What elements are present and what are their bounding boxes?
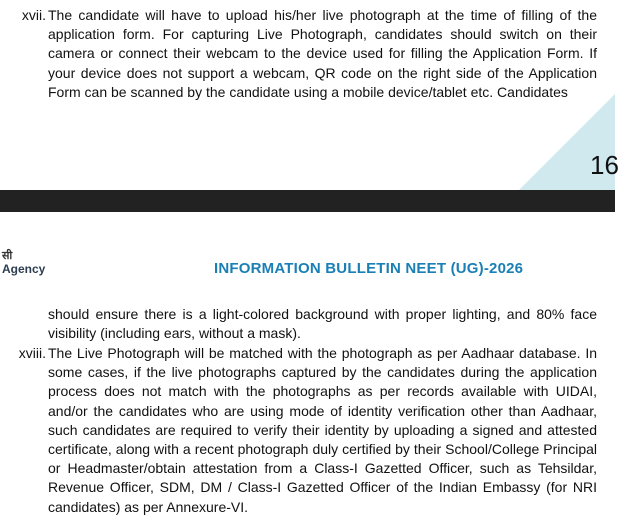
item-text-xvii: The candidate will have to upload his/her live photograph at the time of filling of the application form. For capturing Live Photograph, candidates should switch on their camera or connect their webcam to the device used for filling the Application Form. If your device does not support a webcam, QR code on the right side of the Application Form can be scanned by the candidate using a mobile device/tablet etc. Candidates bbox=[48, 7, 597, 100]
page-number: 16 bbox=[590, 150, 619, 180]
item-text-xviii: The Live Photograph will be matched with the photograph as per Aadhaar database. In some cases, if the live photographs captured by the candidates during the application process does not match with the photographs as per records available with UIDAI, and/or the candidates who are using mode of identity verification other than Aadhaar, such candidates are required to verify their identity by uploading a signed and attested certificate, along with a recent photograph duly certified by their School/College Principal or Headmaster/obtain attestation from a Class-I Gazetted Officer, such as Tehsildar, Revenue Officer, SDM, DM / Class-I Gazetted Officer of the Indian Embassy (for NRI candidates) as per Annexure-VI. bbox=[48, 345, 597, 515]
page-separator bbox=[0, 190, 615, 212]
document-page-top bbox=[0, 0, 619, 190]
continued-text: should ensure there is a light-colored background with proper lighting, and 80% face visibility (including ears, without a mask). bbox=[48, 306, 597, 342]
agency-logo-text: सी bbox=[2, 250, 13, 262]
bulletin-title: INFORMATION BULLETIN NEET (UG)-2026 bbox=[214, 260, 524, 277]
item-number-xvii: xvii. bbox=[21, 7, 46, 23]
agency-label: Agency bbox=[2, 262, 46, 276]
item-number-xviii: xviii. bbox=[18, 345, 46, 361]
